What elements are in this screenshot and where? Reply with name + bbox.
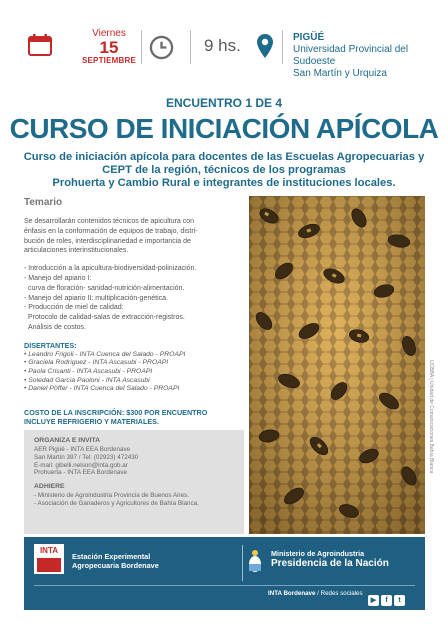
clock-icon xyxy=(149,35,174,60)
divider xyxy=(282,30,283,64)
topic-item: curva de floración- sanidad-nutrición-alimentación. xyxy=(28,284,185,292)
divider xyxy=(190,30,191,64)
event-venue: Universidad Provincial del Sudoeste xyxy=(293,44,409,67)
calendar-icon xyxy=(28,34,52,56)
ministerio-name: Ministerio de Agroindustria xyxy=(271,549,365,558)
footer-divider xyxy=(242,545,243,581)
social-icons xyxy=(366,589,405,607)
location-pin-icon xyxy=(256,33,274,59)
subtitle-line: Prohuerta y Cambio Rural e integrantes de instituciones locales. xyxy=(52,177,396,189)
event-day-number: 15 xyxy=(99,38,119,57)
topic-item: Protocolo de calidad-salas de extracción-registros. xyxy=(28,314,185,322)
topics-list xyxy=(24,264,244,333)
cost-line: INCLUYE REFRIGERIO Y MATERIALES. xyxy=(24,416,159,426)
temario-heading: Temario xyxy=(24,197,63,208)
estacion-name xyxy=(72,552,159,571)
description-line: bución de roles, interdisciplinariedad e importancia de xyxy=(24,237,191,245)
social-account: INTA Bordenave xyxy=(268,590,316,597)
cost-line: COSTO DE LA INSCRIPCIÓN: $300 POR ENCUENTRO xyxy=(24,407,208,417)
topic-item: - Introducción a la apicultura-biodiversidad-polinización. xyxy=(24,265,197,273)
estacion-line: Agropecuaria Bordenave xyxy=(72,561,159,571)
social-label xyxy=(268,590,363,597)
event-time: 9 hs. xyxy=(204,36,241,55)
event-month: SEPTIEMBRE xyxy=(81,56,136,65)
inta-logo xyxy=(34,544,64,574)
organiza-line: San Martín 397 / Tel: (02923) 472430 xyxy=(34,453,139,461)
divider xyxy=(141,30,142,64)
bees-image xyxy=(249,196,425,534)
session-label: ENCUENTRO 1 DE 4 xyxy=(165,96,283,110)
event-city: PIGÜÉ xyxy=(293,32,325,43)
topic-item: - Manejo del apiario II: multiplicación-genética. xyxy=(24,294,168,302)
organiza-line: Prohuerta - INTA EEA Bordenave xyxy=(34,469,127,477)
adhiere-line: - Asociación de Ganaderos y Agricultores de Bahía Blanca. xyxy=(34,499,199,507)
adhiere-line: - Ministerio de Agroindustria Provincia de Buenos Aires. xyxy=(34,492,190,500)
speaker-item: • Paola Crisanti - INTA Ascasubi - PROAPI xyxy=(24,367,153,375)
adhiere-heading: ADHIERE xyxy=(34,483,65,491)
organizers-box xyxy=(24,430,244,534)
organiza-line: AER Pigüé - INTA EEA Bordenave xyxy=(34,446,131,453)
event-address: San Martín y Urquiza xyxy=(293,68,387,79)
temario-section xyxy=(24,197,244,426)
inta-logo-text: INTA xyxy=(39,546,59,555)
event-date xyxy=(78,28,140,66)
bees-photo xyxy=(249,196,425,534)
estacion-line: Estación Experimental xyxy=(72,552,151,561)
description-line: énfasis en la conformación de equipos de trabajo, distri- xyxy=(24,227,198,235)
speaker-item: • Daniel Pöffer - INTA Cuenca del Salado - PROAPI xyxy=(24,385,180,393)
speaker-item: • Graciela Rodriguez - INTA Ascasubi - PROAPI xyxy=(24,359,169,367)
twitter-icon[interactable]: t xyxy=(394,595,405,606)
description-line: Se desarrollarán contenidos técnicos de apicultura con xyxy=(24,218,195,225)
temario-description xyxy=(24,217,244,256)
speakers-list xyxy=(24,351,244,394)
youtube-icon[interactable]: ▶ xyxy=(368,595,379,606)
event-info-bar xyxy=(16,22,432,79)
topic-item: - Producción de miel de calidad: xyxy=(24,304,124,312)
social-text: / Redes sociales xyxy=(315,590,363,597)
course-title: CURSO DE INICIACIÓN APÍCOLA xyxy=(9,113,439,144)
footer-banner xyxy=(24,537,425,610)
topic-item: Análisis de costos. xyxy=(28,323,86,331)
organiza-email: E-mail: gibelli.nelson@inta.gob.ar xyxy=(34,461,128,469)
event-location xyxy=(293,32,432,80)
event-day-name: Viernes xyxy=(92,28,126,39)
facebook-icon[interactable]: f xyxy=(381,595,392,606)
speakers-heading: DISERTANTES: xyxy=(24,340,77,350)
topic-item: - Manejo del apiario I: xyxy=(24,274,92,282)
photo-credit: UCBBA | Unidad de Comunicaciones Bahía Blanca xyxy=(428,360,434,474)
speaker-item: • Leandro Frigoli - INTA Cuenca del Salado - PROAPI xyxy=(24,350,186,358)
argentina-shield-icon xyxy=(248,549,262,573)
organiza-heading: ORGANIZA E INVITA xyxy=(34,437,101,444)
subtitle-line: CEPT de la región, técnicos de los programas xyxy=(102,164,346,176)
ministerio-block xyxy=(271,549,389,570)
registration-cost xyxy=(24,408,244,426)
course-subtitle xyxy=(20,151,428,190)
footer-rule xyxy=(34,585,415,586)
speaker-item: • Soledad Garcia Paoloni - INTA Ascasubi xyxy=(24,376,150,384)
presidencia-name: Presidencia de la Nación xyxy=(271,558,389,569)
description-line: articulaciones interinstitucionales. xyxy=(24,247,129,255)
subtitle-line: Curso de iniciación apícola para docentes de las Escuelas Agropecuarias y xyxy=(23,151,425,163)
